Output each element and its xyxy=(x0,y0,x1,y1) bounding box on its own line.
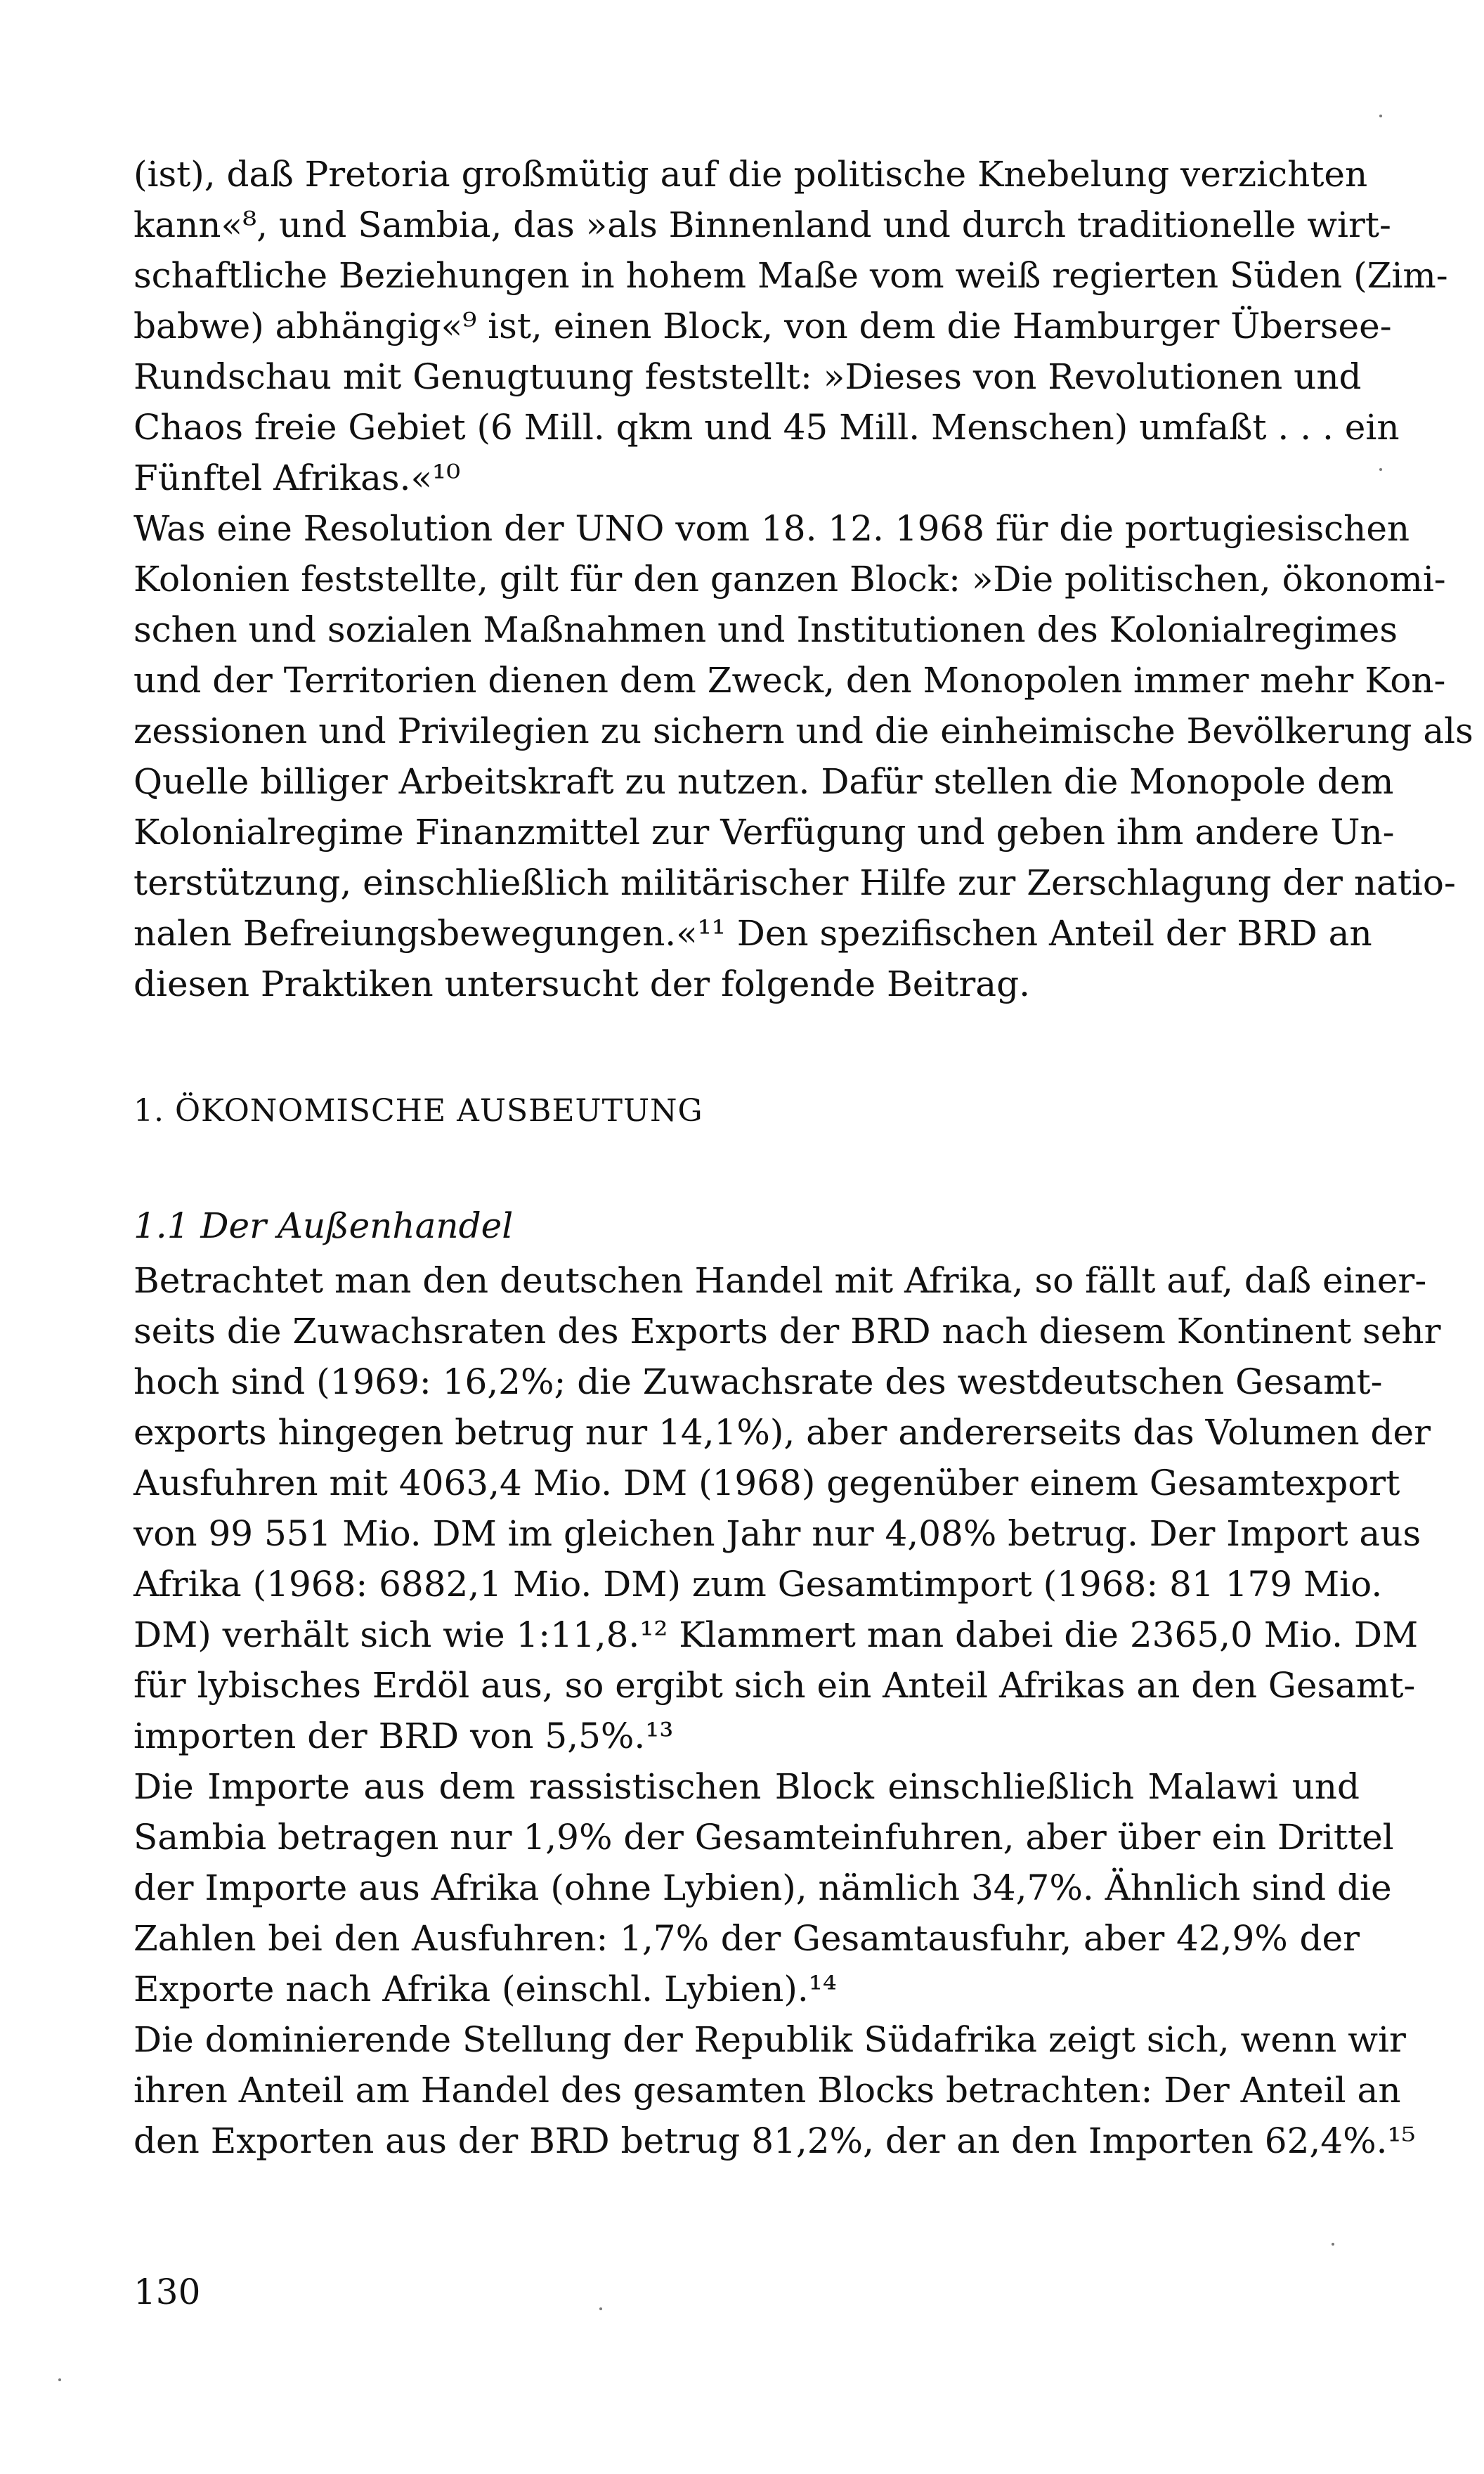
scan-speck xyxy=(1379,468,1382,471)
text-line: terstützung, einschließlich militärischer Hilfe zur Zerschlagung der natio- xyxy=(134,862,1456,903)
text-line: babwe) abhängig«⁹ ist, einen Block, von dem die Hamburger Übersee- xyxy=(134,306,1392,347)
scan-speck xyxy=(58,2378,61,2381)
text-line: der Importe aus Afrika (ohne Lybien), nämlich 34,7%. Ähnlich sind die xyxy=(134,1867,1392,1908)
body-text-top xyxy=(134,149,1473,1009)
body-text-bottom xyxy=(134,1255,1441,2166)
text-line: Sambia betragen nur 1,9% der Gesamteinfuhren, aber über ein Drittel xyxy=(134,1817,1394,1858)
text-line: Quelle billiger Arbeitskraft zu nutzen. Dafür stellen die Monopole dem xyxy=(134,761,1394,802)
text-line: schaftliche Beziehungen in hohem Maße vom weiß regierten Süden (Zim- xyxy=(134,255,1448,296)
text-line: DM) verhält sich wie 1:11,8.¹² Klammert man dabei die 2365,0 Mio. DM xyxy=(134,1614,1419,1655)
text-line: ihren Anteil am Handel des gesamten Blocks betrachten: Der Anteil an xyxy=(134,2070,1401,2111)
text-line: (ist), daß Pretoria großmütig auf die politische Knebelung verzichten xyxy=(134,154,1368,195)
text-line: hoch sind (1969: 16,2%; die Zuwachsrate des westdeutschen Gesamt- xyxy=(134,1361,1383,1402)
text-line: schen und sozialen Maßnahmen und Institutionen des Kolonialregimes xyxy=(134,609,1398,650)
text-line: Exporte nach Afrika (einschl. Lybien).¹⁴ xyxy=(134,1969,837,2009)
text-line: Afrika (1968: 6882,1 Mio. DM) zum Gesamtimport (1968: 81 179 Mio. xyxy=(134,1564,1383,1605)
text-line: exports hingegen betrug nur 14,1%), aber andererseits das Volumen der xyxy=(134,1412,1431,1453)
text-line: und der Territorien dienen dem Zweck, den Monopolen immer mehr Kon- xyxy=(134,660,1446,701)
subsection-heading: 1.1 Der Außenhandel xyxy=(134,1205,514,1246)
scan-speck xyxy=(599,2307,602,2310)
text-line: kann«⁸, und Sambia, das »als Binnenland und durch traditionelle wirt- xyxy=(134,205,1391,245)
text-line: Was eine Resolution der UNO vom 18. 12. 1968 für die portugiesischen xyxy=(134,508,1410,549)
text-line: Die dominierende Stellung der Republik Südafrika zeigt sich, wenn wir xyxy=(134,2019,1406,2060)
text-line: Rundschau mit Genugtuung feststellt: »Dieses von Revolutionen und xyxy=(134,356,1362,397)
text-line: von 99 551 Mio. DM im gleichen Jahr nur 4,08% betrug. Der Import aus xyxy=(134,1513,1421,1554)
text-line: Kolonialregime Finanzmittel zur Verfügung und geben ihm andere Un- xyxy=(134,812,1395,853)
scan-speck xyxy=(1332,2243,1334,2246)
text-line: diesen Praktiken untersucht der folgende Beitrag. xyxy=(134,964,1031,1004)
section-heading: 1. ÖKONOMISCHE AUSBEUTUNG xyxy=(134,1093,703,1129)
text-line: für lybisches Erdöl aus, so ergibt sich ein Anteil Afrikas an den Gesamt- xyxy=(134,1665,1416,1706)
text-line: zessionen und Privilegien zu sichern und die einheimische Bevölkerung als xyxy=(134,711,1473,751)
text-line: Fünftel Afrikas.«¹⁰ xyxy=(134,458,461,498)
text-line: Zahlen bei den Ausfuhren: 1,7% der Gesamtausfuhr, aber 42,9% der xyxy=(134,1918,1360,1959)
text-line: Ausfuhren mit 4063,4 Mio. DM (1968) gegenüber einem Gesamtexport xyxy=(134,1463,1400,1503)
text-line: Die Importe aus dem rassistischen Block einschließlich Malawi und xyxy=(134,1766,1360,1807)
text-line: seits die Zuwachsraten des Exports der BRD nach diesem Kontinent sehr xyxy=(134,1311,1441,1352)
page-number: 130 xyxy=(134,2272,201,2312)
text-line: Chaos freie Gebiet (6 Mill. qkm und 45 Mill. Menschen) umfaßt . . . ein xyxy=(134,407,1400,448)
text-line: Betrachtet man den deutschen Handel mit Afrika, so fällt auf, daß einer- xyxy=(134,1260,1427,1301)
text-line: importen der BRD von 5,5%.¹³ xyxy=(134,1716,674,1756)
text-line: den Exporten aus der BRD betrug 81,2%, der an den Importen 62,4%.¹⁵ xyxy=(134,2120,1416,2161)
text-line: Kolonien feststellte, gilt für den ganzen Block: »Die politischen, ökonomi- xyxy=(134,559,1446,600)
text-line: nalen Befreiungsbewegungen.«¹¹ Den spezifischen Anteil der BRD an xyxy=(134,913,1372,954)
scan-speck xyxy=(1379,115,1382,117)
